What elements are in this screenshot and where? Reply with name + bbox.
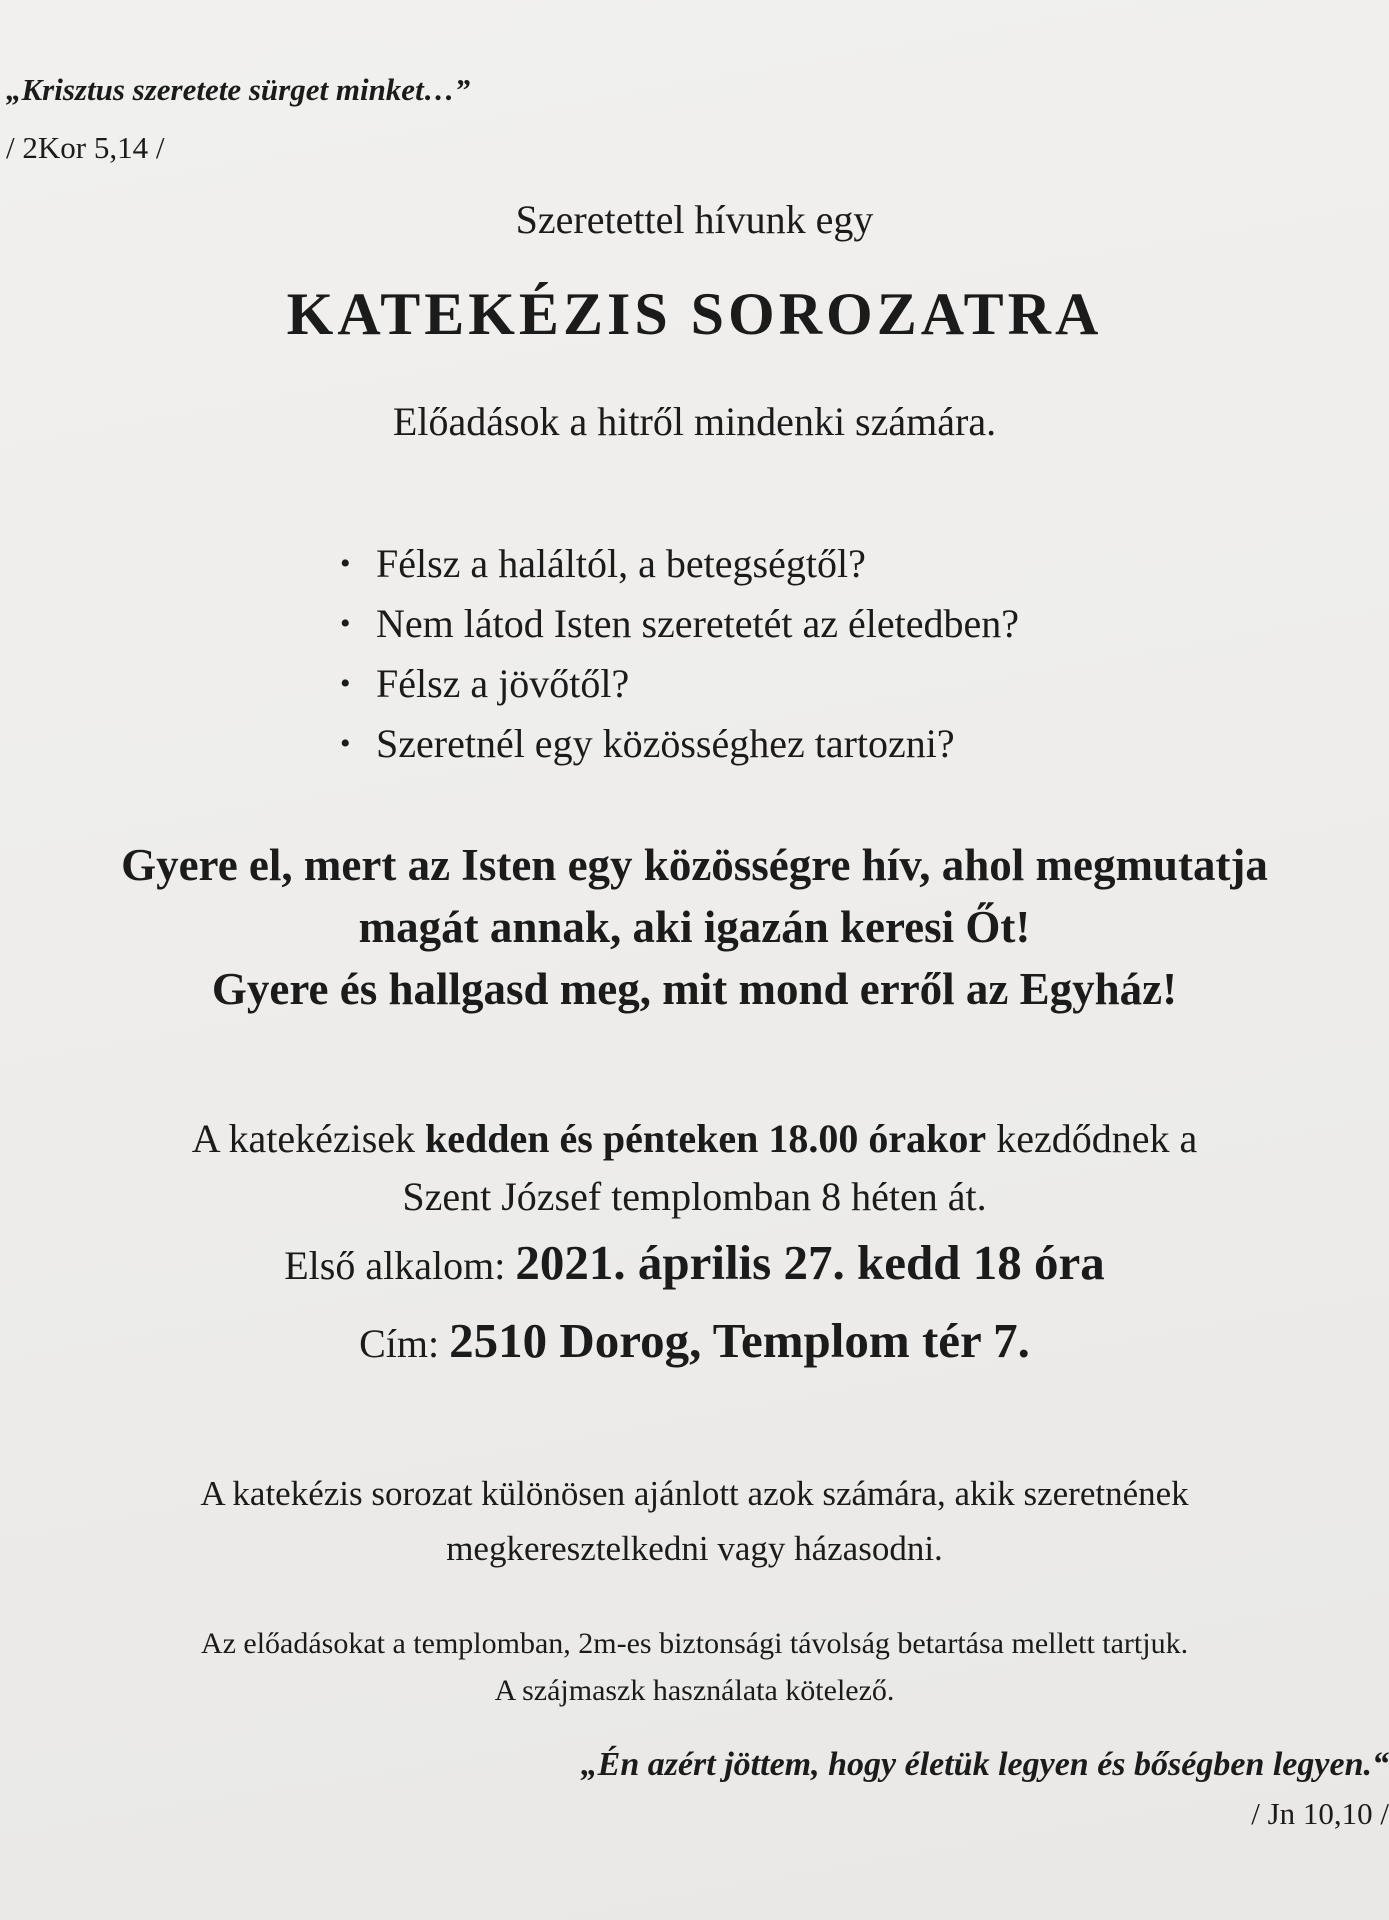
footer-reference: / Jn 10,10 / (1251, 1796, 1389, 1831)
header-quote: „Krisztus szeretete sürget minket…” (6, 72, 471, 107)
invite-text: Szeretettel hívunk egy (515, 197, 874, 242)
address-label: Cím: (359, 1321, 450, 1366)
rules-line: A szájmaszk használata kötelező. (494, 1674, 895, 1707)
address (0, 1312, 1389, 1369)
address-value: 2510 Dorog, Templom tér 7. (449, 1313, 1030, 1368)
list-item: • Félsz a jövőtől? (340, 654, 1019, 714)
schedule-location: Szent József templomban 8 héten át. (402, 1174, 987, 1219)
safety-rules (0, 1620, 1389, 1714)
message-line: Gyere és hallgasd meg, mit mond erről az Egyház! (211, 964, 1178, 1014)
first-session (0, 1234, 1389, 1291)
invitation-message (0, 834, 1389, 1020)
footer-quote: „Én azért jöttem, hogy életük legyen és bőségben legyen.“ (580, 1746, 1389, 1783)
page-title: KATEKÉZIS SOROZATRA (286, 281, 1103, 347)
rules-line: Az előadásokat a templomban, 2m-es biztonsági távolság betartása mellett tartjuk. (200, 1627, 1189, 1660)
first-session-label: Első alkalom: (284, 1243, 516, 1288)
recommendation-line: A katekézis sorozat különösen ajánlott azok számára, akik szeretnének (200, 1474, 1189, 1513)
recommendation (0, 1466, 1389, 1576)
list-item: • Félsz a haláltól, a betegségtől? (340, 534, 1019, 594)
list-item: • Nem látod Isten szeretetét az életedben? (340, 594, 1019, 654)
schedule-info (0, 1110, 1389, 1226)
schedule-line (0, 1110, 1389, 1168)
first-session-date: 2021. április 27. kedd 18 óra (515, 1235, 1105, 1290)
recommendation-line: megkeresztelkedni vagy házasodni. (446, 1529, 943, 1568)
message-line: Gyere el, mert az Isten egy közösségre hív, ahol megmutatja (121, 840, 1268, 890)
schedule-suffix: kezdődnek a (986, 1116, 1198, 1161)
header-reference: / 2Kor 5,14 / (6, 130, 165, 165)
list-item: • Szeretnél egy közösséghez tartozni? (340, 714, 1019, 774)
schedule-prefix: A katekézisek (191, 1116, 426, 1161)
schedule-days: kedden és pénteken 18.00 órakor (425, 1116, 987, 1161)
message-line: magát annak, aki igazán keresi Őt! (358, 902, 1031, 952)
subtitle: Előadások a hitről mindenki számára. (392, 399, 997, 444)
question-list (340, 534, 1019, 774)
